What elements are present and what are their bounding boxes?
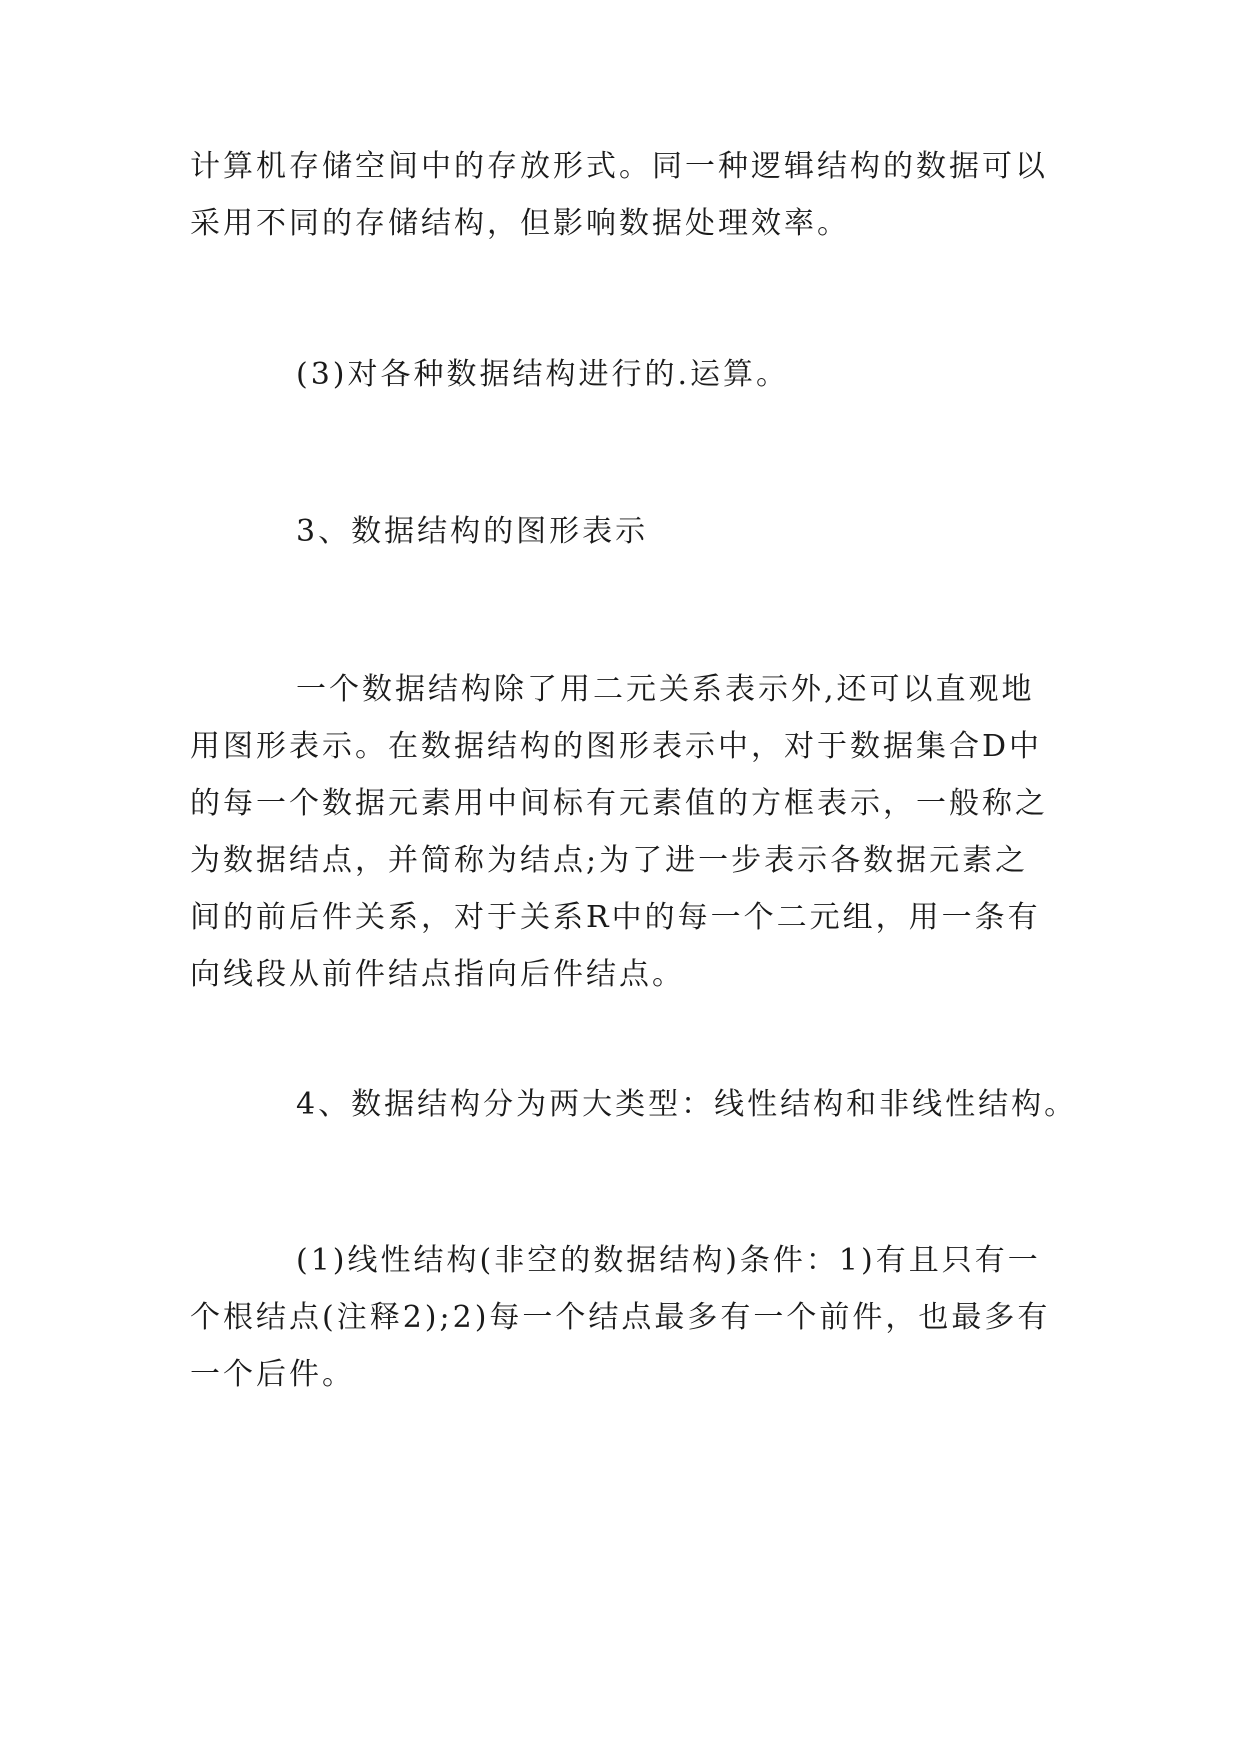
paragraph-linear-structure <box>190 1232 1060 1403</box>
text-line: 一个数据结构除了用二元关系表示外,还可以直观地 <box>296 672 1035 707</box>
text-line: (3)对各种数据结构进行的.运算。 <box>296 357 790 392</box>
text-line: 的每一个数据元素用中间标有元素值的方框表示，一般称之 <box>190 786 1048 821</box>
text-line: 一个后件。 <box>190 1357 355 1392</box>
text-line: 计算机存储空间中的存放形式。同一种逻辑结构的数据可以 <box>190 149 1048 184</box>
text-line: 向线段从前件结点指向后件结点。 <box>190 957 685 992</box>
paragraph-storage-structure <box>190 138 1060 252</box>
text-line: 3、数据结构的图形表示 <box>296 514 649 549</box>
section-heading-4 <box>190 1076 1078 1133</box>
section-heading-3 <box>190 503 1060 560</box>
text-line: 4、数据结构分为两大类型：线性结构和非线性结构。 <box>296 1087 1078 1122</box>
paragraph-operations-item <box>190 346 1060 403</box>
text-line: 个根结点(注释2);2)每一个结点最多有一个前件，也最多有 <box>190 1300 1051 1335</box>
text-line: 为数据结点，并简称为结点;为了进一步表示各数据元素之 <box>190 843 1029 878</box>
text-line: 用图形表示。在数据结构的图形表示中，对于数据集合D中 <box>190 729 1043 764</box>
paragraph-graphic-representation <box>190 661 1060 1003</box>
text-line: 间的前后件关系，对于关系R中的每一个二元组，用一条有 <box>190 900 1041 935</box>
text-line: 采用不同的存储结构，但影响数据处理效率。 <box>190 206 850 241</box>
text-line: (1)线性结构(非空的数据结构)条件：1)有且只有一 <box>296 1243 1041 1278</box>
